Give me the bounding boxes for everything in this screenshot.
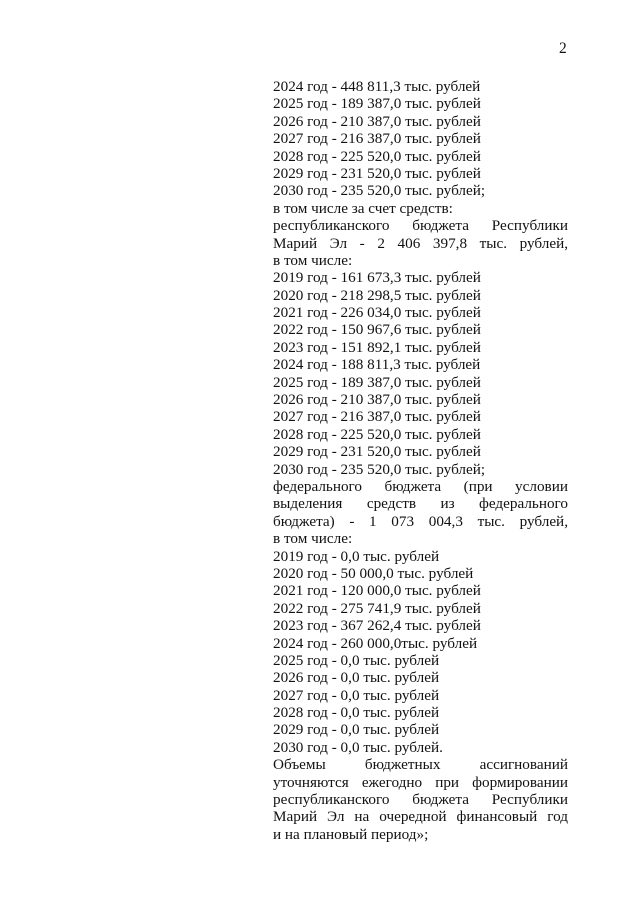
text-line: 2019 год - 161 673,3 тыс. рублей — [273, 269, 481, 287]
text-line: 2027 год - 216 387,0 тыс. рублей — [273, 408, 481, 426]
justified-line: Марий Эл на очередной финансовый год — [273, 808, 568, 826]
page-number: 2 — [559, 40, 567, 57]
text-line: 2029 год - 231 520,0 тыс. рублей — [273, 443, 481, 461]
text-line: в том числе за счет средств: — [273, 199, 453, 217]
text-line: 2025 год - 189 387,0 тыс. рублей — [273, 373, 481, 391]
text-line: 2024 год - 260 000,0тыс. рублей — [273, 634, 478, 652]
text-line: 2025 год - 0,0 тыс. рублей — [273, 651, 440, 669]
text-line: 2030 год - 235 520,0 тыс. рублей; — [273, 182, 486, 200]
justified-line: бюджета) - 1 073 004,3 тыс. рублей, — [273, 512, 568, 530]
justified-line: федерального бюджета (при условии — [273, 477, 568, 495]
text-line: 2026 год - 210 387,0 тыс. рублей — [273, 112, 481, 130]
text-line: 2027 год - 0,0 тыс. рублей — [273, 686, 440, 704]
text-line: 2026 год - 0,0 тыс. рублей — [273, 669, 440, 687]
text-line: 2022 год - 275 741,9 тыс. рублей — [273, 599, 481, 617]
text-line: 2021 год - 120 000,0 тыс. рублей — [273, 582, 481, 600]
text-line: 2029 год - 0,0 тыс. рублей — [273, 721, 440, 739]
text-line: 2024 год - 448 811,3 тыс. рублей — [273, 78, 481, 95]
text-line: 2028 год - 0,0 тыс. рублей — [273, 704, 440, 722]
text-line: 2023 год - 367 262,4 тыс. рублей — [273, 617, 481, 635]
text-line: 2024 год - 188 811,3 тыс. рублей — [273, 356, 481, 374]
text-line: 2029 год - 231 520,0 тыс. рублей — [273, 164, 481, 182]
text-line: 2030 год - 0,0 тыс. рублей. — [273, 738, 443, 756]
text-line: 2020 год - 218 298,5 тыс. рублей — [273, 286, 481, 304]
text-line: 2023 год - 151 892,1 тыс. рублей — [273, 338, 481, 356]
text-line: 2022 год - 150 967,6 тыс. рублей — [273, 321, 481, 339]
text-line: 2026 год - 210 387,0 тыс. рублей — [273, 391, 481, 409]
budget-text-block — [273, 78, 568, 843]
text-line: 2028 год - 225 520,0 тыс. рублей — [273, 425, 481, 443]
justified-line: выделения средств из федерального — [273, 495, 568, 513]
text-line: 2028 год - 225 520,0 тыс. рублей — [273, 147, 481, 165]
text-line: 2019 год - 0,0 тыс. рублей — [273, 547, 440, 565]
text-line: 2027 год - 216 387,0 тыс. рублей — [273, 130, 481, 148]
justified-line: Объемы бюджетных ассигнований — [273, 756, 568, 774]
text-line: 2020 год - 50 000,0 тыс. рублей — [273, 564, 474, 582]
justified-line: уточняются ежегодно при формировании — [273, 773, 568, 791]
text-line: 2021 год - 226 034,0 тыс. рублей — [273, 304, 481, 322]
text-line: в том числе: — [273, 530, 353, 548]
justified-line: республиканского бюджета Республики — [273, 217, 568, 235]
text-line: 2025 год - 189 387,0 тыс. рублей — [273, 95, 481, 113]
text-line: и на плановый период»; — [273, 825, 429, 843]
text-line: в том числе: — [273, 251, 353, 269]
justified-line: Марий Эл - 2 406 397,8 тыс. рублей, — [273, 234, 568, 252]
text-line: 2030 год - 235 520,0 тыс. рублей; — [273, 460, 486, 478]
justified-line: республиканского бюджета Республики — [273, 791, 568, 809]
